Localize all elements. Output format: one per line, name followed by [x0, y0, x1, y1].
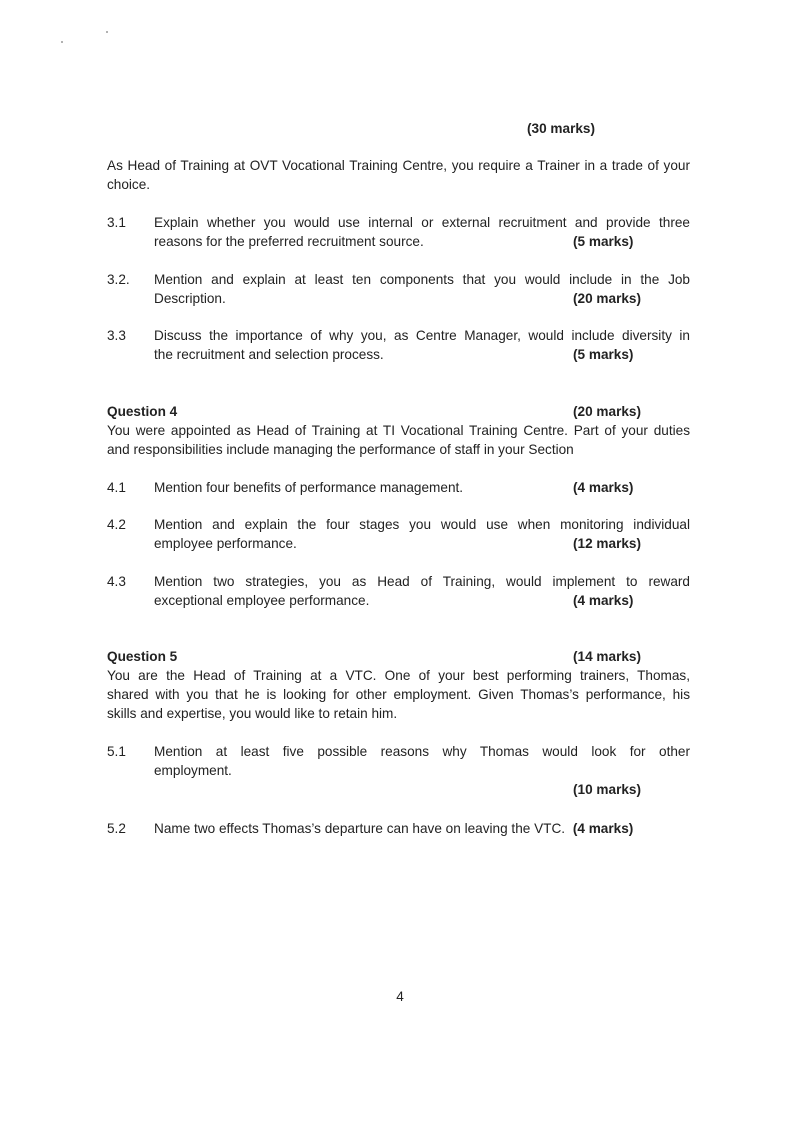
item-3-2-marks: (20 marks) [573, 291, 642, 306]
item-3-1-line2: reasons for the preferred recruitment source. [154, 234, 424, 249]
item-5-2-line1: Name two effects Thomas’s departure can have on leaving the VTC. [154, 821, 566, 836]
item-3-2-line2: Description. [154, 291, 226, 306]
scan-speck [106, 31, 108, 33]
item-4-2 [154, 515, 690, 553]
question4-marks: (20 marks) [573, 404, 642, 419]
item-number-3-1: 3.1 [107, 215, 126, 230]
item-4-2-line2-row [154, 534, 690, 553]
item-3-3-line1: Discuss the importance of why you, as Centre Manager, would include diversity in [154, 328, 690, 343]
item-4-3 [154, 572, 690, 610]
item-number-3-2: 3.2. [107, 272, 130, 287]
item-4-2-marks: (12 marks) [573, 536, 642, 551]
question4-intro-line1: You were appointed as Head of Training at TI Vocational Training Centre. Part of your duties [107, 423, 690, 438]
item-5-1-line1: Mention at least five possible reasons why Thomas would look for other [154, 744, 690, 759]
question5-header [107, 647, 690, 666]
item-4-2-line2: employee performance. [154, 536, 297, 551]
item-number-4-3: 4.3 [107, 574, 126, 589]
item-number-4-2: 4.2 [107, 517, 126, 532]
question5-intro-line3: skills and expertise, you would like to retain him. [107, 706, 398, 721]
item-3-3-line2: the recruitment and selection process. [154, 347, 384, 362]
item-5-1 [154, 742, 690, 780]
question4-title: Question 4 [107, 404, 178, 419]
question5-intro [107, 666, 690, 723]
section3-intro: As Head of Training at OVT Vocational Training Centre, you require a Trainer in a trade of your choice. [107, 158, 690, 192]
item-5-1-marks: (10 marks) [573, 782, 642, 797]
question5-intro-line2: shared with you that he is looking for other employment. Given Thomas’s performance, his [107, 687, 690, 702]
item-3-1-line2-row [154, 232, 690, 251]
page-number: 4 [396, 989, 404, 1004]
question4-header [107, 402, 690, 421]
item-3-1-line1: Explain whether you would use internal or external recruitment and provide three [154, 215, 690, 230]
item-4-1-line1: Mention four benefits of performance management. [154, 480, 464, 495]
item-5-1-line2: employment. [154, 763, 232, 778]
item-number-4-1: 4.1 [107, 480, 126, 495]
item-3-2 [154, 270, 690, 308]
item-3-3-marks: (5 marks) [573, 347, 634, 362]
scan-speck [61, 41, 63, 43]
item-3-3 [154, 326, 690, 364]
section3-marks: (30 marks) [527, 121, 596, 136]
item-3-3-line2-row [154, 345, 690, 364]
item-4-2-line1: Mention and explain the four stages you would use when monitoring individual [154, 517, 690, 532]
item-4-1-row [154, 478, 690, 497]
question4-intro [107, 421, 690, 459]
item-number-3-3: 3.3 [107, 328, 126, 343]
question5-intro-line1: You are the Head of Training at a VTC. One of your best performing trainers, Thomas, [107, 668, 690, 683]
item-3-2-line2-row [154, 289, 690, 308]
item-number-5-1: 5.1 [107, 744, 126, 759]
item-4-3-line1: Mention two strategies, you as Head of Training, would implement to reward [154, 574, 690, 589]
item-3-2-line1: Mention and explain at least ten components that you would include in the Job [154, 272, 690, 287]
item-number-5-2: 5.2 [107, 821, 126, 836]
item-4-1-marks: (4 marks) [573, 480, 634, 495]
item-4-3-line2: exceptional employee performance. [154, 593, 370, 608]
item-5-2-marks: (4 marks) [572, 821, 634, 836]
item-4-3-marks: (4 marks) [573, 593, 634, 608]
item-3-1 [154, 213, 690, 251]
item-3-1-marks: (5 marks) [573, 234, 634, 249]
question5-title: Question 5 [107, 649, 178, 664]
question5-marks: (14 marks) [573, 649, 642, 664]
item-4-3-line2-row [154, 591, 690, 610]
question4-intro-line2: and responsibilities include managing the performance of staff in your Section [107, 442, 574, 457]
item-5-2 [154, 819, 633, 838]
item-4-1 [154, 478, 690, 497]
